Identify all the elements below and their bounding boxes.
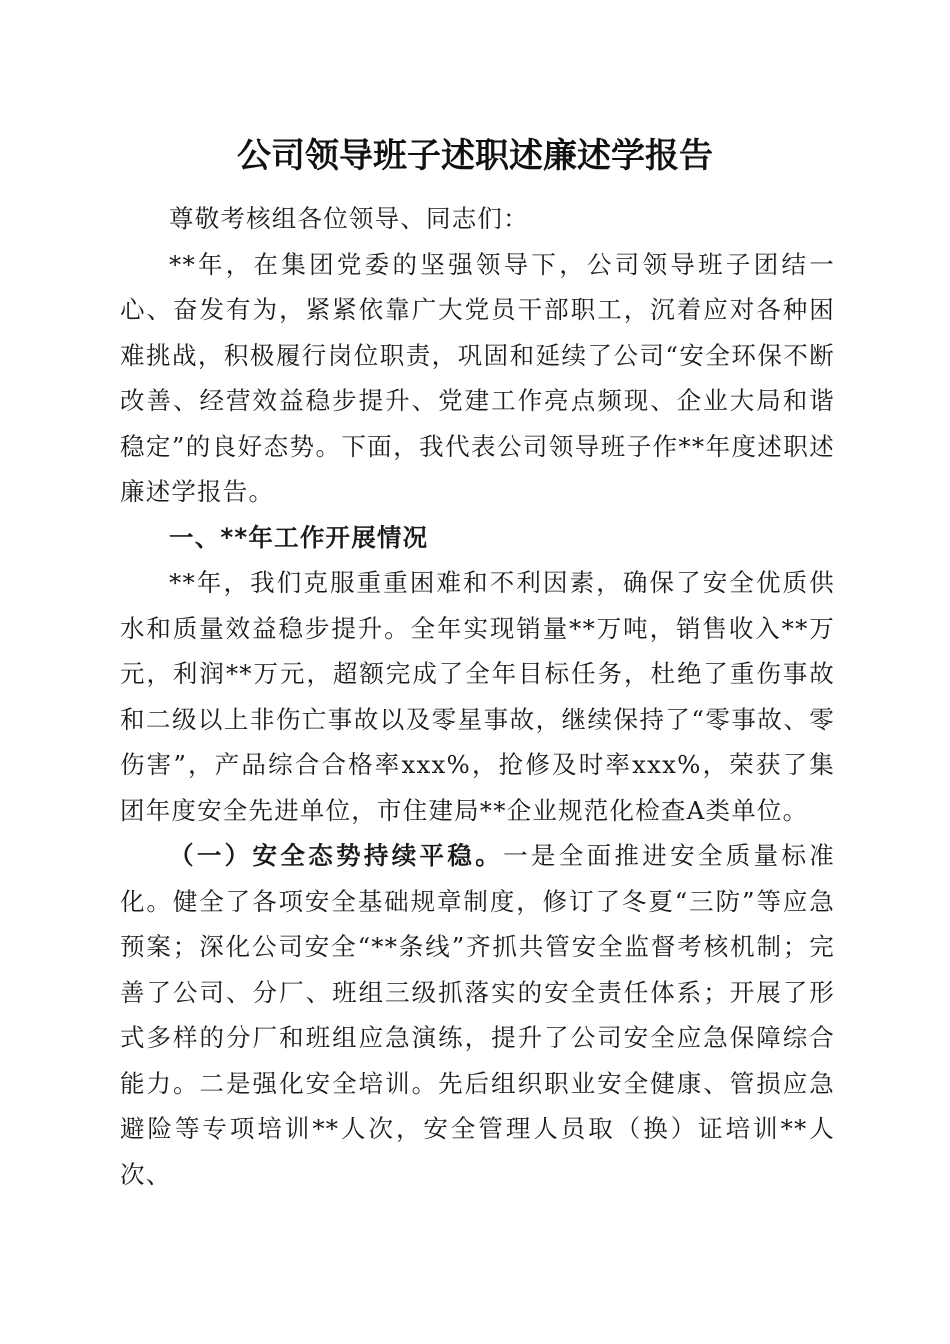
subsection-heading: （一）安全态势持续平稳。 bbox=[169, 841, 504, 870]
greeting-paragraph: 尊敬考核组各位领导、同志们： bbox=[169, 204, 529, 233]
section-heading: 一、**年工作开展情况 bbox=[169, 522, 429, 552]
document-body bbox=[120, 196, 835, 1197]
subsection-paragraph bbox=[120, 833, 835, 1197]
section-paragraph: **年，我们克服重重困难和不利因素，确保了安全优质供水和质量效益稳步提升。全年实现销量**万吨，销售收入**万元，利润**万元，超额完成了全年目标任务，杜绝了重伤事故和二级以上非伤亡事故以及零星事故，继续保持了“零事故、零伤害”，产品综合合格率xxx%，抢修及时率xxx%，荣获了集团年度安全先进单位，市住建局**企业规范化检查A类单位。 bbox=[120, 568, 835, 825]
document-title: 公司领导班子述职述廉述学报告 bbox=[237, 136, 713, 176]
intro-paragraph: **年，在集团党委的坚强领导下，公司领导班子团结一心、奋发有为，紧紧依靠广大党员干部职工，沉着应对各种困难挑战，积极履行岗位职责，巩固和延续了公司“安全环保不断改善、经营效益稳步提升、党建工作亮点频现、企业大局和谐稳定”的良好态势。下面，我代表公司领导班子作**年度述职述廉述学报告。 bbox=[120, 249, 835, 506]
subsection-body: 一是全面推进安全质量标准化。健全了各项安全基础规章制度，修订了冬夏“三防”等应急预案；深化公司安全“**条线”齐抓共管安全监督考核机制；完善了公司、分厂、班组三级抓落实的安全责任体系；开展了形式多样的分厂和班组应急演练，提升了公司安全应急保障综合能力。二是强化安全培训。先后组织职业安全健康、管损应急避险等专项培训**人次，安全管理人员取（换）证培训**人次、 bbox=[120, 841, 835, 1189]
